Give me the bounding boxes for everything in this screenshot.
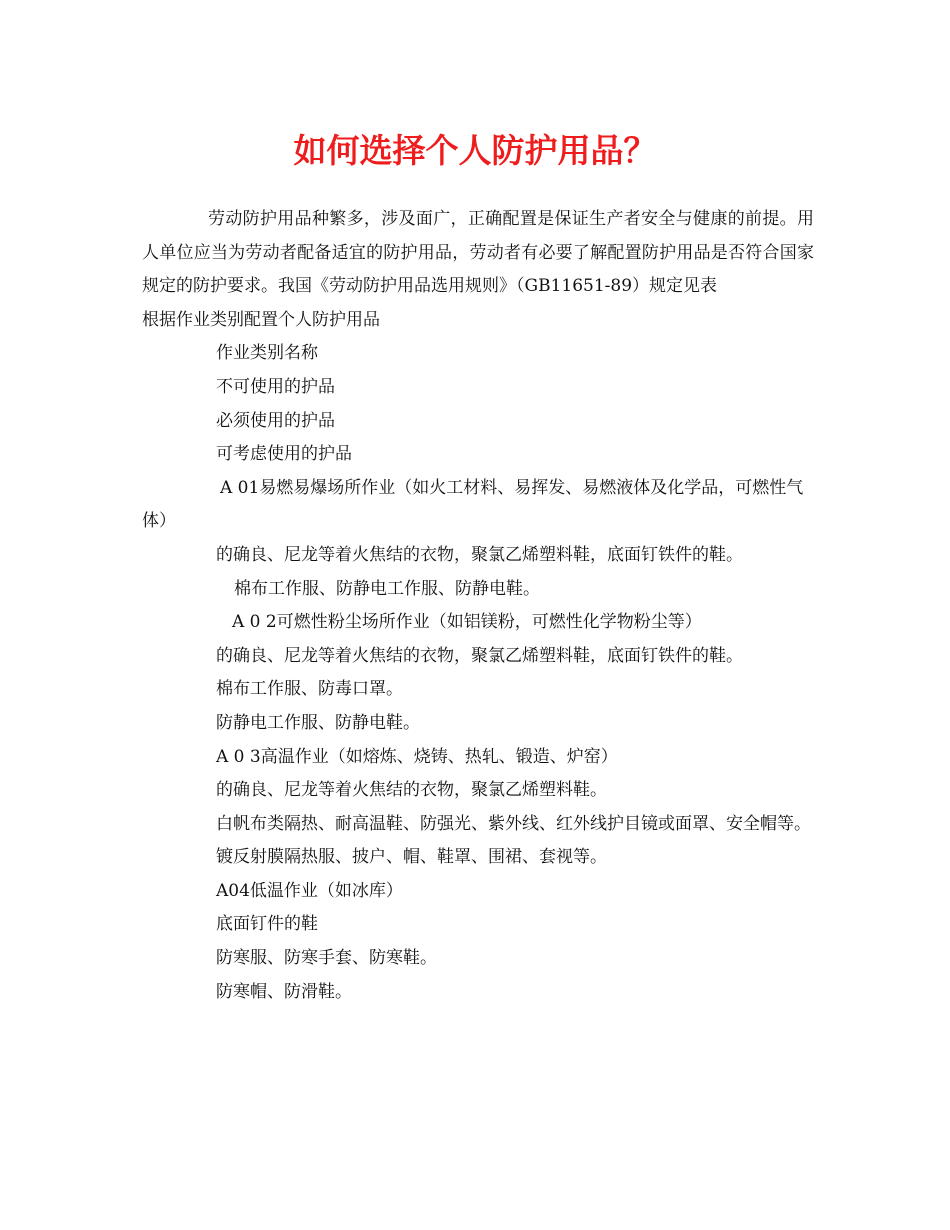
section-heading: 根据作业类别配置个人防护用品 [142, 309, 380, 330]
a04-optional: 防寒帽、防滑鞋。 [216, 981, 352, 1002]
a01-category: A 01易燃易爆场所作业（如火工材料、易挥发、易燃液体及化学品，可燃性气体） [142, 477, 804, 532]
document-title: 如何选择个人防护用品？ [293, 131, 657, 170]
a02-required: 棉布工作服、防毒口罩。 [216, 679, 403, 700]
a03-category: A 0 3高温作业（如熔炼、烧铸、热轧、锻造、炉窑） [216, 746, 618, 767]
a04-prohibited: 底面钉件的鞋 [216, 914, 318, 935]
column-header: 必须使用的护品 [216, 410, 335, 431]
column-header: 可考虑使用的护品 [216, 444, 352, 465]
column-header: 作业类别名称 [216, 343, 318, 364]
a03-optional: 镀反射膜隔热服、披户、帽、鞋罩、围裙、套视等。 [216, 847, 607, 868]
a03-required: 白帆布类隔热、耐高温鞋、防强光、紫外线、红外线护目镜或面罩、安全帽等。 [216, 813, 811, 834]
a01-prohibited: 的确良、尼龙等着火焦结的衣物，聚氯乙烯塑料鞋，底面钉铁件的鞋。 [216, 544, 743, 565]
a01-required: 棉布工作服、防静电工作服、防静电鞋。 [234, 578, 540, 599]
a02-category: A 0 2可燃性粉尘场所作业（如铝镁粉，可燃性化学物粉尘等） [232, 612, 702, 633]
a02-prohibited: 的确良、尼龙等着火焦结的衣物，聚氯乙烯塑料鞋，底面钉铁件的鞋。 [216, 645, 743, 666]
document-body [142, 203, 814, 1009]
column-header: 不可使用的护品 [216, 376, 335, 397]
a04-required: 防寒服、防寒手套、防寒鞋。 [216, 948, 437, 969]
a02-optional: 防静电工作服、防静电鞋。 [216, 712, 420, 733]
a03-prohibited: 的确良、尼龙等着火焦结的衣物，聚氯乙烯塑料鞋。 [216, 780, 607, 801]
a04-category: A04低温作业（如冰库） [216, 880, 403, 901]
intro-paragraph: 劳动防护用品种繁多，涉及面广，正确配置是保证生产者安全与健康的前提。用人单位应当为劳动者配备适宜的防护用品，劳动者有必要了解配置防护用品是否符合国家规定的防护要求。我国《劳动防护用品选用规则》（GB11651-89）规定见表 [142, 209, 814, 297]
